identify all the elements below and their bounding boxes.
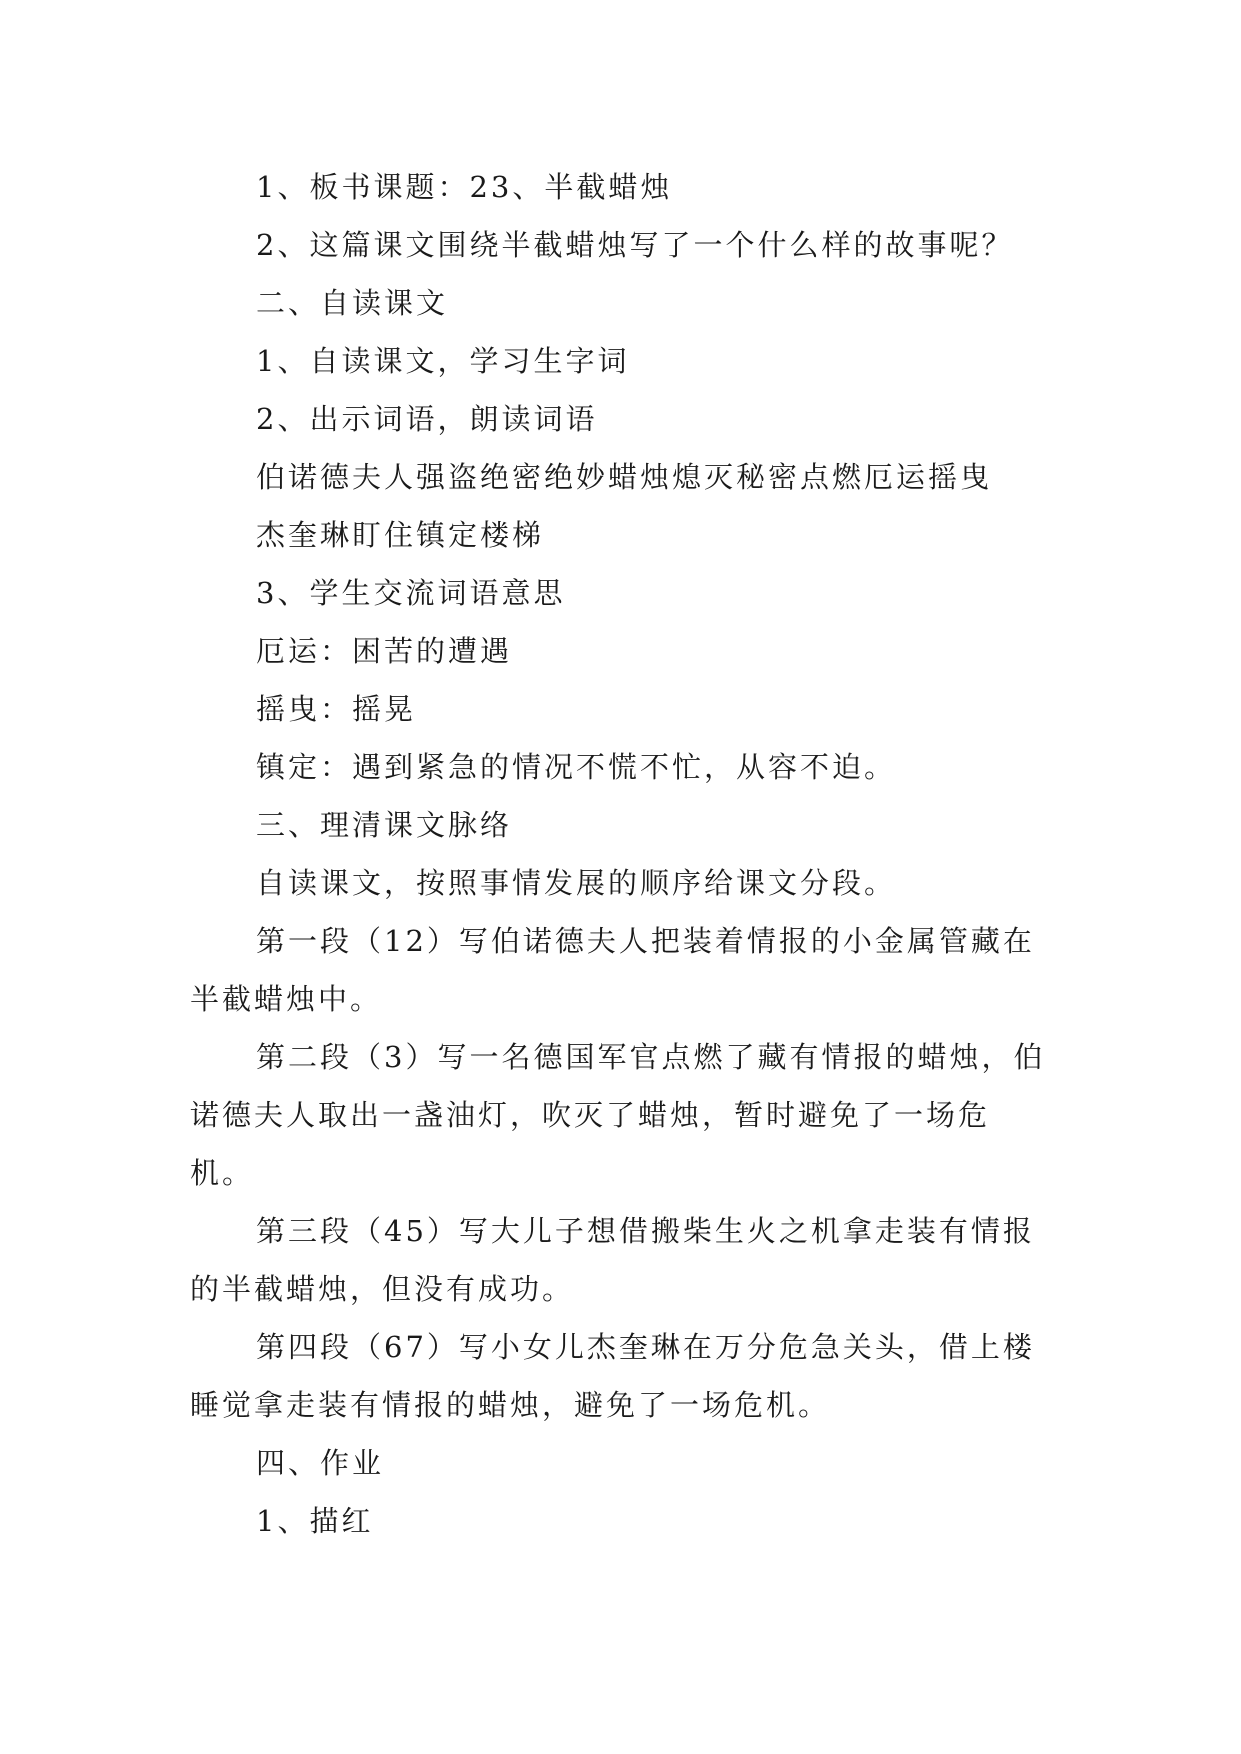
vocabulary-line: 伯诺德夫人强盗绝密绝妙蜡烛熄灭秘密点燃厄运摇曳 xyxy=(256,460,993,494)
text-line: 2、这篇课文围绕半截蜡烛写了一个什么样的故事呢？ xyxy=(256,228,1014,262)
paragraph-section-1: 第一段（12）写伯诺德夫人把装着情报的小金属管藏在半截蜡烛中。 xyxy=(190,924,1035,1016)
document-body xyxy=(190,158,1050,1550)
text-line: 2、出示词语，朗读词语 xyxy=(256,402,598,436)
text-line: 3、学生交流词语意思 xyxy=(256,576,566,610)
text-line: 1、自读课文，学习生字词 xyxy=(256,344,630,378)
text-line: 1、板书课题：23、半截蜡烛 xyxy=(256,170,673,204)
section-heading: 四、作业 xyxy=(256,1446,385,1480)
paragraph-section-4: 第四段（67）写小女儿杰奎琳在万分危急关头，借上楼睡觉拿走装有情报的蜡烛，避免了一场危机。 xyxy=(190,1330,1035,1422)
paragraph-section-2: 第二段（3）写一名德国军官点燃了藏有情报的蜡烛，伯诺德夫人取出一盏油灯，吹灭了蜡烛，暂时避免了一场危机。 xyxy=(190,1040,1046,1190)
definition-line: 摇曳：摇晃 xyxy=(256,692,417,726)
vocabulary-line: 杰奎琳盯住镇定楼梯 xyxy=(256,518,545,552)
section-heading: 二、自读课文 xyxy=(256,286,449,320)
text-line: 1、描红 xyxy=(256,1504,374,1538)
definition-line: 厄运：困苦的遭遇 xyxy=(256,634,513,668)
text-line: 自读课文，按照事情发展的顺序给课文分段。 xyxy=(256,866,897,900)
definition-line: 镇定：遇到紧急的情况不慌不忙，从容不迫。 xyxy=(256,750,897,784)
paragraph-section-3: 第三段（45）写大儿子想借搬柴生火之机拿走装有情报的半截蜡烛，但没有成功。 xyxy=(190,1214,1035,1306)
section-heading: 三、理清课文脉络 xyxy=(256,808,513,842)
